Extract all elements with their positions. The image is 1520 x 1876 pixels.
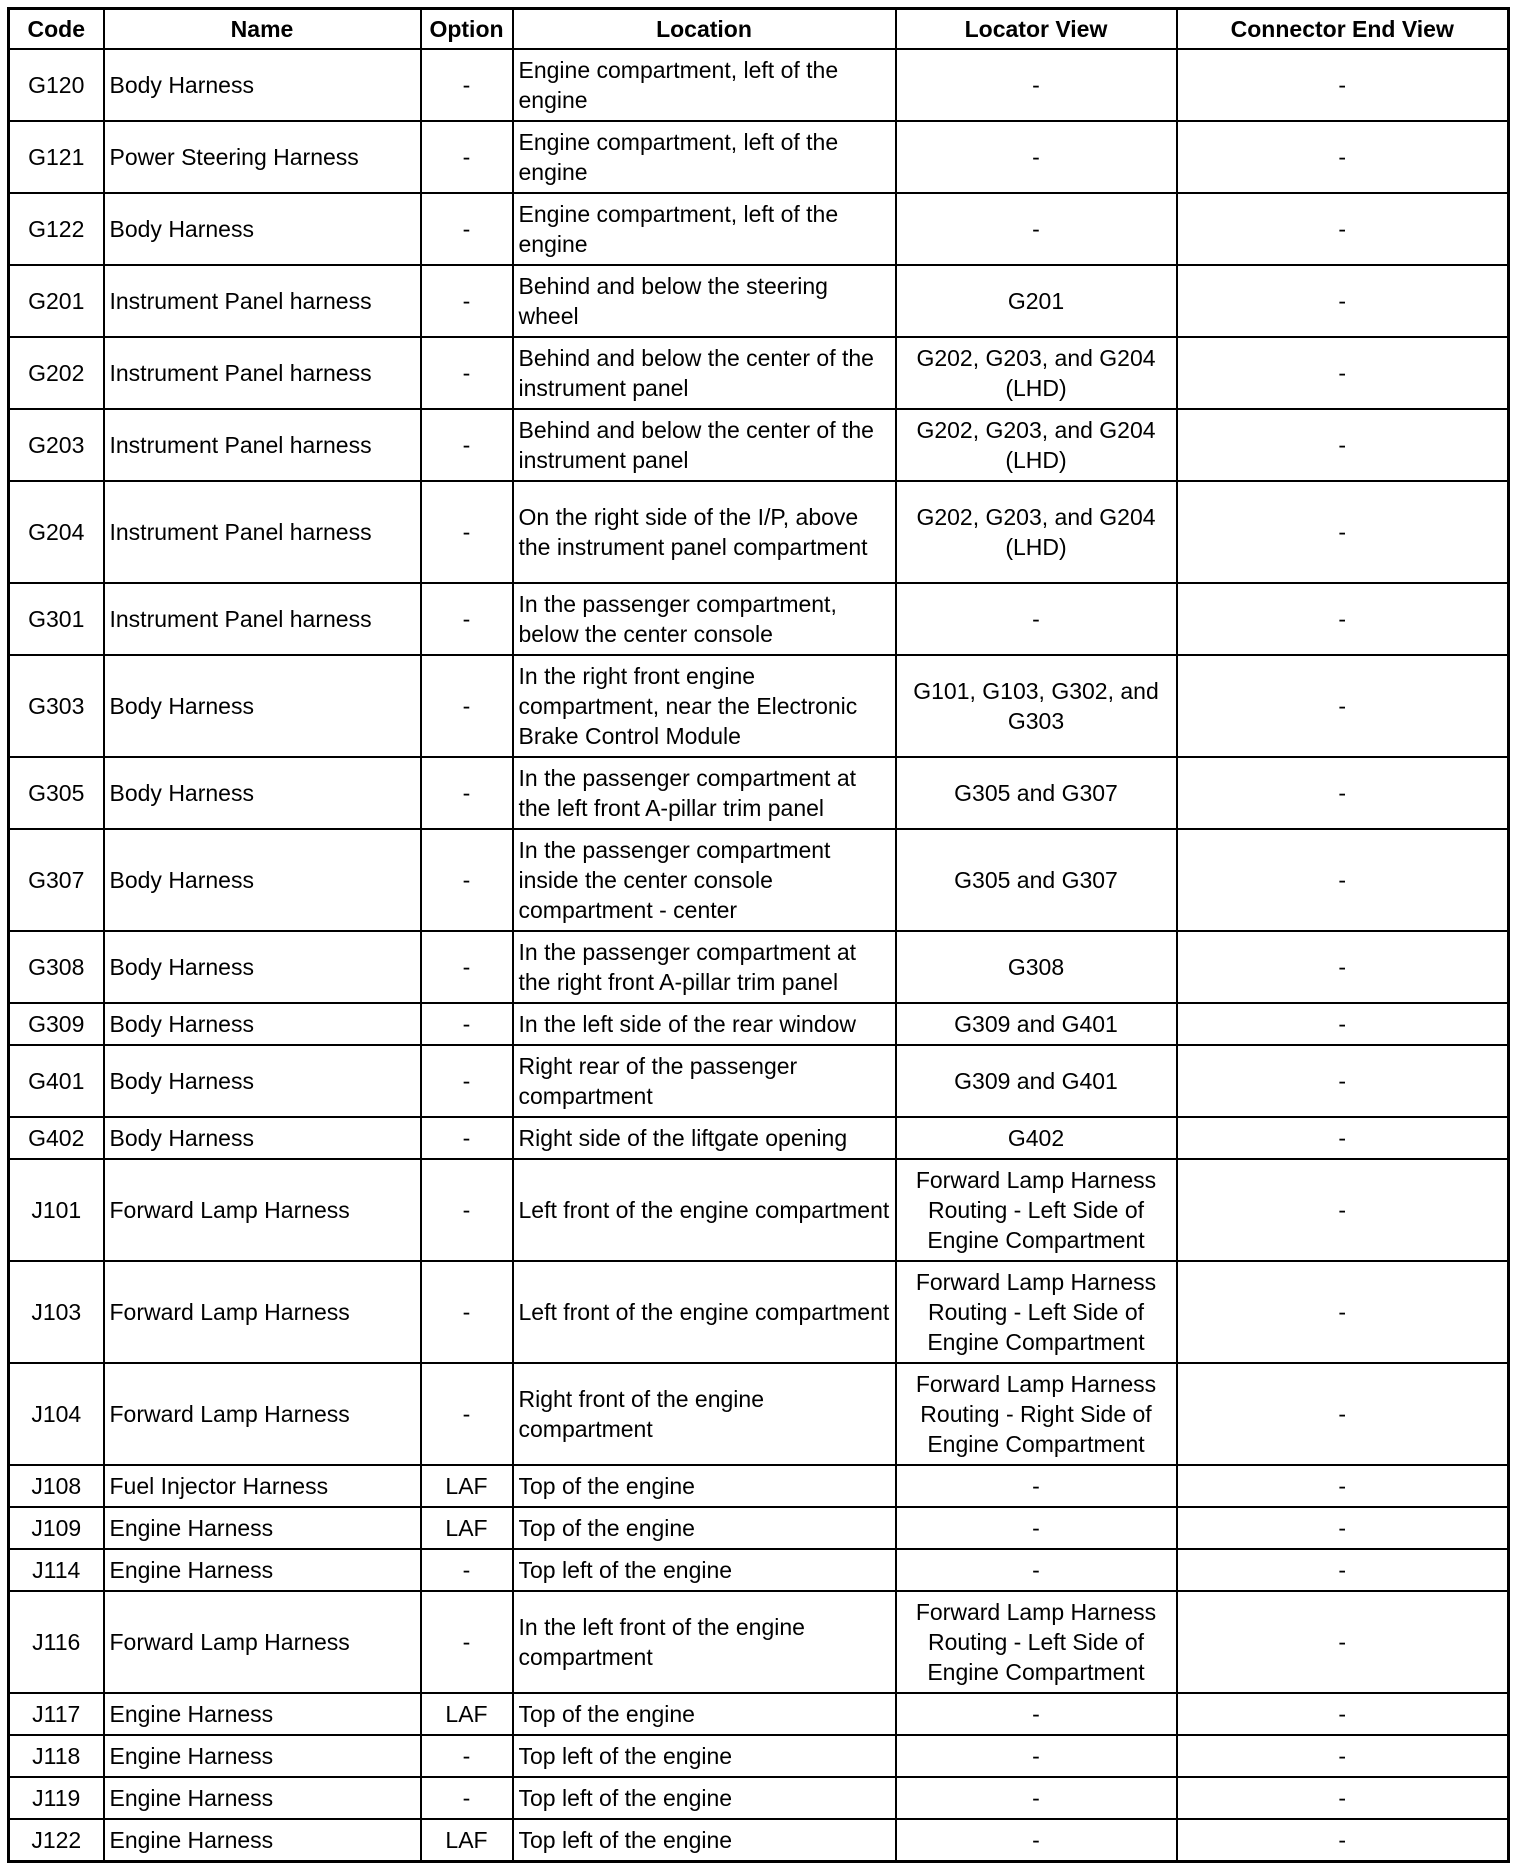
locator-view-cell: G309 and G401	[896, 1003, 1177, 1045]
table-row	[9, 265, 1509, 337]
location-cell: Behind and below the center of the instrument panel	[513, 409, 896, 481]
locator-view-cell: Forward Lamp Harness Routing - Left Side of Engine Compartment	[896, 1591, 1177, 1693]
name-cell: Forward Lamp Harness	[104, 1159, 421, 1261]
location-cell: Top left of the engine	[513, 1735, 896, 1777]
table-row	[9, 1261, 1509, 1363]
option-cell: -	[421, 1261, 513, 1363]
location-cell: Top left of the engine	[513, 1549, 896, 1591]
name-cell: Body Harness	[104, 1003, 421, 1045]
location-cell: Right front of the engine compartment	[513, 1363, 896, 1465]
locator-view-cell: -	[896, 583, 1177, 655]
location-cell: Right side of the liftgate opening	[513, 1117, 896, 1159]
table-row	[9, 829, 1509, 931]
locator-view-cell: -	[896, 121, 1177, 193]
option-cell: -	[421, 1591, 513, 1693]
option-cell: LAF	[421, 1507, 513, 1549]
connector-end-view-cell: -	[1177, 1159, 1509, 1261]
connector-end-view-cell: -	[1177, 337, 1509, 409]
location-cell: In the passenger compartment, below the center console	[513, 583, 896, 655]
code-cell: J114	[9, 1549, 104, 1591]
connector-end-view-cell: -	[1177, 1591, 1509, 1693]
location-cell: Top left of the engine	[513, 1777, 896, 1819]
code-cell: J116	[9, 1591, 104, 1693]
locator-view-cell: G202, G203, and G204 (LHD)	[896, 337, 1177, 409]
location-cell: In the left side of the rear window	[513, 1003, 896, 1045]
table-row	[9, 1591, 1509, 1693]
option-cell: -	[421, 337, 513, 409]
table-row	[9, 121, 1509, 193]
connector-end-view-cell: -	[1177, 193, 1509, 265]
name-cell: Body Harness	[104, 1117, 421, 1159]
table-row	[9, 337, 1509, 409]
table-row	[9, 1819, 1509, 1862]
option-cell: -	[421, 193, 513, 265]
code-cell: G303	[9, 655, 104, 757]
option-cell: -	[421, 655, 513, 757]
locator-view-cell: G101, G103, G302, and G303	[896, 655, 1177, 757]
code-cell: J101	[9, 1159, 104, 1261]
name-cell: Fuel Injector Harness	[104, 1465, 421, 1507]
table-row	[9, 409, 1509, 481]
location-cell: Top of the engine	[513, 1693, 896, 1735]
location-cell: In the passenger compartment at the right front A-pillar trim panel	[513, 931, 896, 1003]
location-cell: On the right side of the I/P, above the instrument panel compartment	[513, 481, 896, 583]
connector-end-view-cell: -	[1177, 829, 1509, 931]
table-row	[9, 481, 1509, 583]
name-cell: Instrument Panel harness	[104, 409, 421, 481]
location-cell: Engine compartment, left of the engine	[513, 121, 896, 193]
header-name: Name	[104, 9, 421, 50]
option-cell: -	[421, 1159, 513, 1261]
name-cell: Engine Harness	[104, 1777, 421, 1819]
connector-end-view-cell: -	[1177, 1045, 1509, 1117]
name-cell: Engine Harness	[104, 1819, 421, 1862]
option-cell: -	[421, 1549, 513, 1591]
locator-view-cell: Forward Lamp Harness Routing - Left Side of Engine Compartment	[896, 1159, 1177, 1261]
name-cell: Engine Harness	[104, 1735, 421, 1777]
connector-end-view-cell: -	[1177, 1261, 1509, 1363]
code-cell: G301	[9, 583, 104, 655]
code-cell: G201	[9, 265, 104, 337]
option-cell: LAF	[421, 1465, 513, 1507]
locator-view-cell: G309 and G401	[896, 1045, 1177, 1117]
connector-end-view-cell: -	[1177, 481, 1509, 583]
table-row	[9, 193, 1509, 265]
header-location: Location	[513, 9, 896, 50]
option-cell: -	[421, 1777, 513, 1819]
name-cell: Forward Lamp Harness	[104, 1591, 421, 1693]
name-cell: Forward Lamp Harness	[104, 1363, 421, 1465]
code-cell: J119	[9, 1777, 104, 1819]
connector-end-view-cell: -	[1177, 1819, 1509, 1862]
connector-end-view-cell: -	[1177, 1003, 1509, 1045]
option-cell: -	[421, 829, 513, 931]
option-cell: -	[421, 265, 513, 337]
locator-view-cell: -	[896, 49, 1177, 121]
header-option: Option	[421, 9, 513, 50]
connector-end-view-cell: -	[1177, 1363, 1509, 1465]
table-row	[9, 1549, 1509, 1591]
location-cell: Right rear of the passenger compartment	[513, 1045, 896, 1117]
option-cell: -	[421, 757, 513, 829]
location-cell: In the passenger compartment inside the center console compartment - center	[513, 829, 896, 931]
locator-view-cell: -	[896, 1819, 1177, 1862]
table-row	[9, 1777, 1509, 1819]
connector-end-view-cell: -	[1177, 931, 1509, 1003]
code-cell: G202	[9, 337, 104, 409]
header-locator-view: Locator View	[896, 9, 1177, 50]
option-cell: -	[421, 1117, 513, 1159]
option-cell: -	[421, 409, 513, 481]
connector-end-view-cell: -	[1177, 1117, 1509, 1159]
connector-end-view-cell: -	[1177, 121, 1509, 193]
code-cell: G308	[9, 931, 104, 1003]
location-cell: Engine compartment, left of the engine	[513, 193, 896, 265]
locator-view-cell: Forward Lamp Harness Routing - Right Side of Engine Compartment	[896, 1363, 1177, 1465]
connector-end-view-cell: -	[1177, 757, 1509, 829]
location-cell: Left front of the engine compartment	[513, 1159, 896, 1261]
locator-view-cell: Forward Lamp Harness Routing - Left Side of Engine Compartment	[896, 1261, 1177, 1363]
table-row	[9, 1117, 1509, 1159]
locator-view-cell: G201	[896, 265, 1177, 337]
locator-view-cell: G202, G203, and G204 (LHD)	[896, 409, 1177, 481]
code-cell: G203	[9, 409, 104, 481]
table-row	[9, 1363, 1509, 1465]
name-cell: Engine Harness	[104, 1549, 421, 1591]
location-cell: In the passenger compartment at the left front A-pillar trim panel	[513, 757, 896, 829]
connector-end-view-cell: -	[1177, 1777, 1509, 1819]
table-row	[9, 757, 1509, 829]
code-cell: J104	[9, 1363, 104, 1465]
code-cell: G402	[9, 1117, 104, 1159]
locator-view-cell: -	[896, 1549, 1177, 1591]
header-connector-end-view: Connector End View	[1177, 9, 1509, 50]
connector-end-view-cell: -	[1177, 265, 1509, 337]
connector-end-view-cell: -	[1177, 1735, 1509, 1777]
connector-end-view-cell: -	[1177, 1465, 1509, 1507]
location-cell: Engine compartment, left of the engine	[513, 49, 896, 121]
table-row	[9, 1159, 1509, 1261]
locator-view-cell: G202, G203, and G204 (LHD)	[896, 481, 1177, 583]
name-cell: Body Harness	[104, 193, 421, 265]
code-cell: J117	[9, 1693, 104, 1735]
connector-end-view-cell: -	[1177, 655, 1509, 757]
code-cell: G204	[9, 481, 104, 583]
name-cell: Instrument Panel harness	[104, 481, 421, 583]
option-cell: -	[421, 1363, 513, 1465]
location-cell: In the left front of the engine compartment	[513, 1591, 896, 1693]
name-cell: Body Harness	[104, 655, 421, 757]
name-cell: Power Steering Harness	[104, 121, 421, 193]
option-cell: -	[421, 1003, 513, 1045]
locator-view-cell: G308	[896, 931, 1177, 1003]
locator-view-cell: -	[896, 1693, 1177, 1735]
option-cell: -	[421, 931, 513, 1003]
name-cell: Forward Lamp Harness	[104, 1261, 421, 1363]
option-cell: -	[421, 583, 513, 655]
locator-view-cell: G305 and G307	[896, 829, 1177, 931]
name-cell: Instrument Panel harness	[104, 583, 421, 655]
table-row	[9, 931, 1509, 1003]
table-row	[9, 583, 1509, 655]
connector-end-view-cell: -	[1177, 409, 1509, 481]
connector-end-view-cell: -	[1177, 1507, 1509, 1549]
location-cell: Behind and below the steering wheel	[513, 265, 896, 337]
connector-end-view-cell: -	[1177, 583, 1509, 655]
location-cell: Left front of the engine compartment	[513, 1261, 896, 1363]
option-cell: -	[421, 1045, 513, 1117]
code-cell: J118	[9, 1735, 104, 1777]
table-row	[9, 1735, 1509, 1777]
name-cell: Body Harness	[104, 1045, 421, 1117]
locator-view-cell: -	[896, 1735, 1177, 1777]
name-cell: Instrument Panel harness	[104, 337, 421, 409]
option-cell: LAF	[421, 1819, 513, 1862]
connector-end-view-cell: -	[1177, 1549, 1509, 1591]
table-row	[9, 49, 1509, 121]
option-cell: -	[421, 49, 513, 121]
locator-view-cell: G402	[896, 1117, 1177, 1159]
table-row	[9, 1507, 1509, 1549]
code-cell: G120	[9, 49, 104, 121]
code-cell: J122	[9, 1819, 104, 1862]
locator-view-cell: -	[896, 1507, 1177, 1549]
code-cell: G121	[9, 121, 104, 193]
option-cell: -	[421, 481, 513, 583]
location-cell: Behind and below the center of the instrument panel	[513, 337, 896, 409]
name-cell: Body Harness	[104, 829, 421, 931]
locator-view-cell: -	[896, 1777, 1177, 1819]
connector-end-view-cell: -	[1177, 49, 1509, 121]
name-cell: Body Harness	[104, 49, 421, 121]
table-row	[9, 1003, 1509, 1045]
code-cell: J103	[9, 1261, 104, 1363]
locator-view-cell: -	[896, 193, 1177, 265]
locator-view-cell: -	[896, 1465, 1177, 1507]
location-cell: In the right front engine compartment, near the Electronic Brake Control Module	[513, 655, 896, 757]
name-cell: Instrument Panel harness	[104, 265, 421, 337]
header-row	[9, 9, 1509, 50]
option-cell: -	[421, 121, 513, 193]
name-cell: Body Harness	[104, 931, 421, 1003]
code-cell: G307	[9, 829, 104, 931]
header-code: Code	[9, 9, 104, 50]
location-cell: Top left of the engine	[513, 1819, 896, 1862]
code-cell: G305	[9, 757, 104, 829]
table-row	[9, 1465, 1509, 1507]
code-cell: G122	[9, 193, 104, 265]
table-row	[9, 1693, 1509, 1735]
name-cell: Body Harness	[104, 757, 421, 829]
option-cell: LAF	[421, 1693, 513, 1735]
code-cell: J109	[9, 1507, 104, 1549]
code-cell: J108	[9, 1465, 104, 1507]
option-cell: -	[421, 1735, 513, 1777]
location-cell: Top of the engine	[513, 1507, 896, 1549]
connector-table	[7, 7, 1510, 1863]
name-cell: Engine Harness	[104, 1693, 421, 1735]
locator-view-cell: G305 and G307	[896, 757, 1177, 829]
location-cell: Top of the engine	[513, 1465, 896, 1507]
name-cell: Engine Harness	[104, 1507, 421, 1549]
code-cell: G309	[9, 1003, 104, 1045]
table-row	[9, 655, 1509, 757]
code-cell: G401	[9, 1045, 104, 1117]
connector-end-view-cell: -	[1177, 1693, 1509, 1735]
table-row	[9, 1045, 1509, 1117]
